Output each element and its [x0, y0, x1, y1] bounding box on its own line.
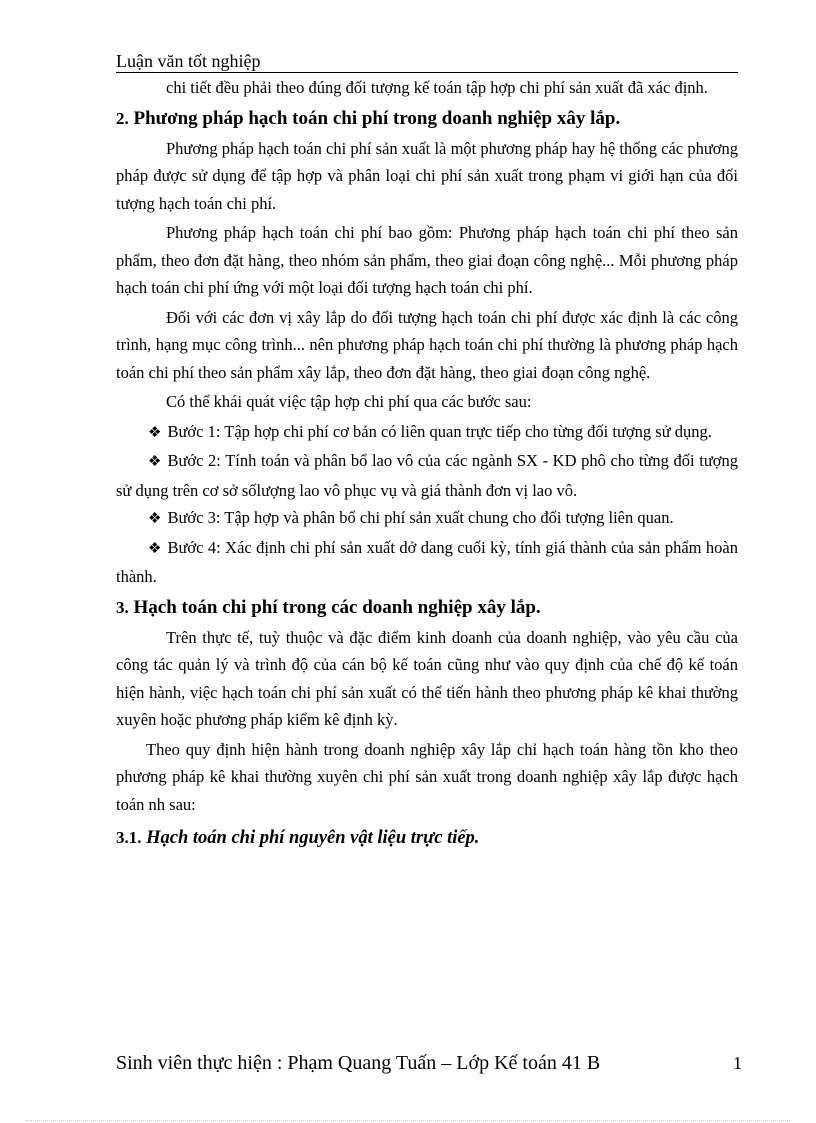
bullet-text: Bước 1: Tập hợp chi phí cơ bản có liên quan trực tiếp cho từng đối tượng sử dụng.: [167, 421, 712, 441]
diamond-bullet-icon: ❖: [148, 540, 162, 557]
diamond-bullet-icon: ❖: [148, 454, 162, 470]
section-heading-3: [116, 594, 738, 622]
diamond-bullet-icon: ❖: [148, 424, 162, 441]
section-title: Phương pháp hạch toán chi phí trong doanh nghiệp xây lắp.: [133, 107, 621, 129]
bullet-item: [116, 504, 738, 534]
bullet-item: [116, 418, 738, 448]
section-heading-2: [116, 105, 738, 133]
page-number: 1: [733, 1053, 742, 1073]
bullet-text: Bước 3: Tập hợp và phân bổ chi phí sản xuất chung cho đối tượng liên quan.: [167, 508, 674, 527]
paragraph-4: Có thể khái quát việc tập hợp chi phí qua các bước sau:: [166, 392, 532, 411]
footer-author: Sinh viên thực hiện : Phạm Quang Tuấn – Lớp Kế toán 41 B: [116, 1052, 601, 1074]
bullet-text: Bước 2: Tính toán và phân bổ lao vô của các ngành SX - KD phô cho từng đối tượng sử dụng trên cơ sở sốlượng lao vô phục vụ và giá thành đơn vị lao vô.: [116, 451, 738, 500]
paragraph-5: Trên thực tế, tuỳ thuộc và đặc điểm kinh doanh của doanh nghiệp, vào yêu cầu của công tác quản lý và trình độ của cán bộ kế toán cũng như vào quy định của chế độ kế toán hiện hành, việc hạch toán chi phí sản xuất có thể tiến hành theo phương pháp kê khai thường xuyên hoặc phương pháp kiểm kê định kỳ.: [116, 627, 738, 729]
paragraph-2: Phương pháp hạch toán chi phí bao gồm: Phương pháp hạch toán chi phí theo sản phẩm, theo đơn đặt hàng, theo nhóm sản phẩm, theo giai đoạn công nghệ... Mỗi phương pháp hạch toán chi phí ứng với một loại đối tượng hạch toán chi phí.: [116, 223, 738, 297]
header-rule: [116, 72, 738, 73]
header-title: Luận văn tốt nghiệp: [116, 51, 261, 71]
bullet-text: Bước 4: Xác định chi phí sản xuất dở dang cuối kỳ, tính giá thành của sản phẩm hoàn thành.: [116, 537, 738, 586]
paragraph-6: Theo quy định hiện hành trong doanh nghiệp xây lắp chỉ hạch toán hàng tồn kho theo phương pháp kê khai thường xuyên chi phí sản xuất trong doanh nghiệp xây lắp được hạch toán nh sau:: [116, 739, 738, 814]
page-bottom-divider: [26, 1120, 790, 1121]
bullet-item: [116, 534, 738, 591]
subsection-number: 3.1.: [116, 828, 142, 847]
subsection-title: Hạch toán chi phí nguyên vật liệu trực tiếp.: [146, 828, 480, 848]
section-title: Hạch toán chi phí trong các doanh nghiệp xây lắp.: [133, 596, 541, 618]
bullet-item: [116, 447, 738, 504]
subsection-heading-3-1: [116, 824, 738, 852]
diamond-bullet-icon: ❖: [148, 511, 162, 527]
paragraph-continuation: chi tiết đều phải theo đúng đối tượng kế toán tập hợp chi phí sản xuất đã xác định.: [166, 78, 708, 97]
paragraph-1: Phương pháp hạch toán chi phí sản xuất là một phương pháp hay hệ thống các phương pháp được sử dụng để tập hợp và phân loại chi phí sản xuất trong phạm vi giới hạn của đối tượng hạch toán chi phí.: [116, 138, 738, 213]
section-number: 2.: [116, 108, 129, 128]
document-body: [116, 74, 738, 852]
section-number: 3.: [116, 597, 129, 617]
paragraph-3: Đối với các đơn vị xây lắp do đối tượng hạch toán chi phí được xác định là các công trình, hạng mục công trình... nên phương pháp hạch toán chi phí thường là phương pháp hạch toán chi phí theo sản phẩm xây lắp, theo đơn đặt hàng, theo giai đoạn công nghệ.: [116, 307, 738, 382]
